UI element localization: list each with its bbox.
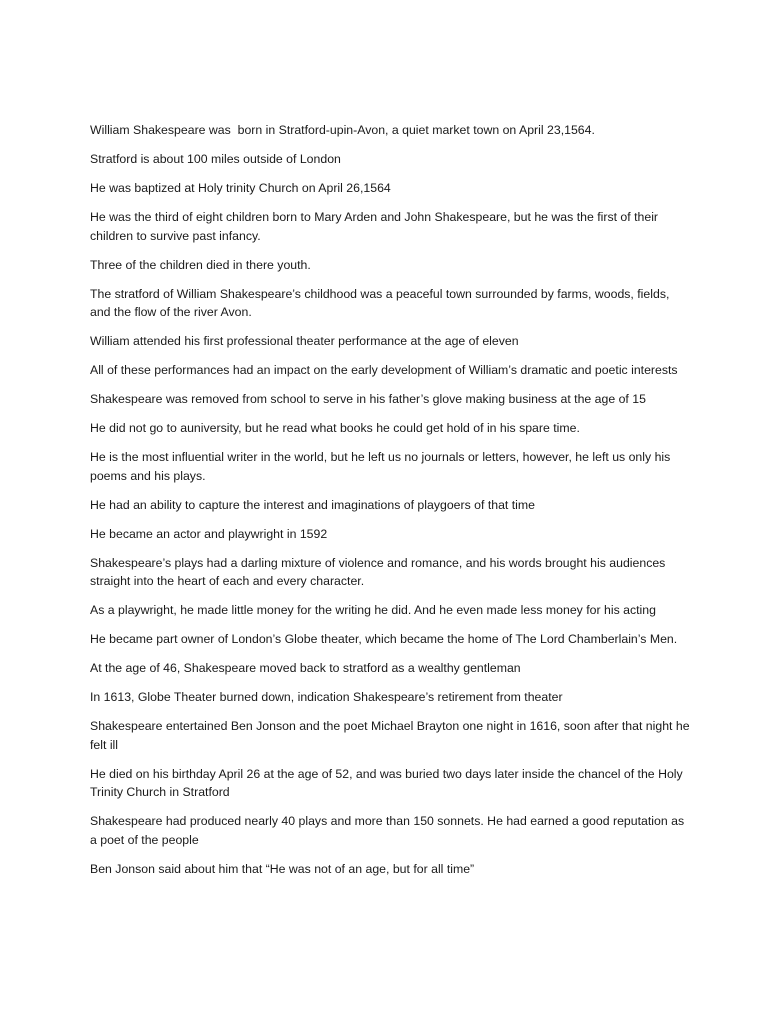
paragraph: Shakespeare had produced nearly 40 plays and more than 150 sonnets. He had earned a good reputation as a poet of the people [90, 814, 688, 847]
paragraph: Shakespeare was removed from school to serve in his father’s glove making business at the age of 15 [90, 392, 646, 406]
paragraph: William Shakespeare was born in Stratford-upin-Avon, a quiet market town on April 23,1564. [90, 123, 595, 137]
paragraph: He became part owner of London’s Globe theater, which became the home of The Lord Chamberlain’s Men. [90, 632, 678, 646]
paragraph: He died on his birthday April 26 at the age of 52, and was buried two days later inside the chancel of the Holy Trinity Church in Stratford [90, 766, 686, 799]
paragraph: In 1613, Globe Theater burned down, indication Shakespeare’s retirement from theater [90, 690, 563, 704]
paragraph: As a playwright, he made little money for the writing he did. And he even made less money for his acting [90, 603, 656, 617]
paragraph: He had an ability to capture the interest and imaginations of playgoers of that time [90, 497, 535, 512]
paragraph: He was the third of eight children born to Mary Arden and John Shakespeare, but he was the first of their children to survive past infancy. [90, 210, 662, 243]
document-page [90, 121, 693, 889]
paragraph: He is the most influential writer in the world, but he left us no journals or letters, however, he left us only his poems and his plays. [90, 450, 674, 483]
paragraph: Three of the children died in there youth. [90, 257, 311, 272]
paragraph: He became an actor and playwright in 1592 [90, 526, 328, 541]
paragraph: Shakespeare entertained Ben Jonson and the poet Michael Brayton one night in 1616, soon after that night he felt ill [90, 719, 693, 752]
paragraph: All of these performances had an impact on the early development of William’s dramatic and poetic interests [90, 363, 678, 377]
paragraph: The stratford of William Shakespeare’s childhood was a peaceful town surrounded by farms, woods, fields, and the flow of the river Avon. [90, 286, 673, 319]
paragraph: He did not go to auniversity, but he read what books he could get hold of in his spare time. [90, 421, 580, 435]
paragraph: Shakespeare’s plays had a darling mixture of violence and romance, and his words brought his audiences straight into the heart of each and every character. [90, 555, 669, 588]
paragraph: William attended his first professional theater performance at the age of eleven [90, 334, 519, 348]
paragraph: Ben Jonson said about him that “He was not of an age, but for all time” [90, 861, 475, 876]
paragraph: Stratford is about 100 miles outside of London [90, 152, 341, 166]
paragraph: He was baptized at Holy trinity Church on April 26,1564 [90, 181, 391, 195]
paragraph: At the age of 46, Shakespeare moved back to stratford as a wealthy gentleman [90, 661, 521, 675]
